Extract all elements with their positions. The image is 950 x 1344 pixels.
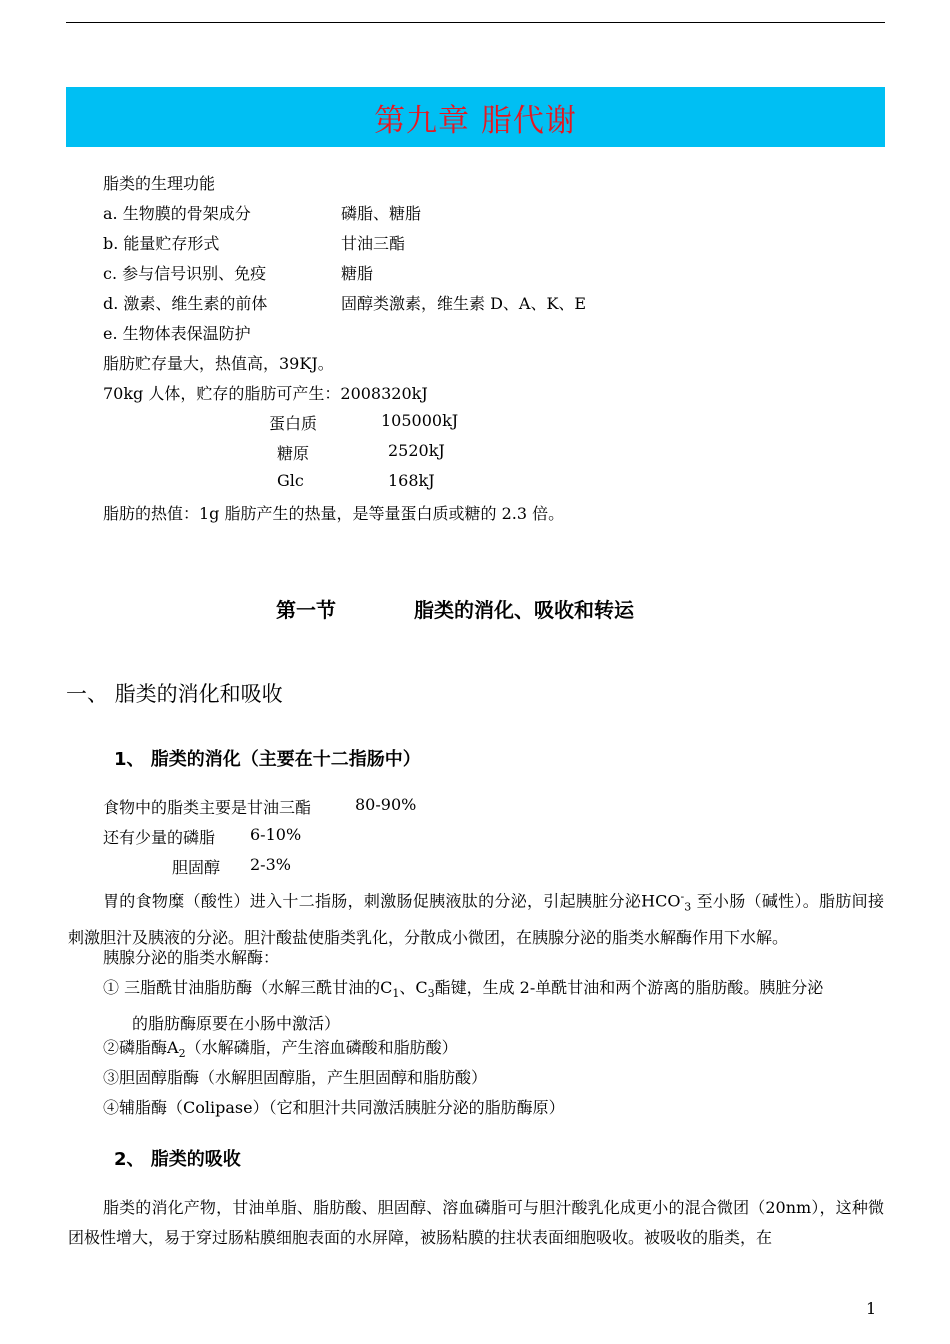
digest-row3-label: 胆固醇 (172, 858, 221, 877)
intro-heading: 脂类的生理功能 (103, 174, 216, 193)
superscript-minus: - (680, 890, 685, 903)
enzymes-heading: 胰腺分泌的脂类水解酶： (103, 948, 280, 967)
enzyme1-part-c: 酯键，生成 2-单酰甘油和两个游离的脂肪酸。胰脏分泌 (434, 978, 824, 997)
enzyme2-part-a: ②磷脂酶A (103, 1038, 179, 1057)
enzyme1-part-a: ① 三脂酰甘油脂肪酶（水解三酰甘油的C (103, 978, 393, 997)
section-label: 第一节 (276, 598, 336, 622)
function-value-c: 糖脂 (341, 264, 374, 283)
absorption-paragraph: 脂类的消化产物，甘油单脂、脂肪酸、胆固醇、溶血磷脂可与胆汁酸乳化成更小的混合微团（20nm），这种微团极性增大，易于穿过肠粘膜细胞表面的水屏障，被肠粘膜的拄状表面细胞吸收。被吸收的脂类，在 (68, 1198, 884, 1247)
energy-value-glc: 168kJ (388, 471, 435, 490)
digest-row2-value: 6-10% (250, 825, 302, 844)
subscript-2: 2 (178, 1047, 186, 1061)
function-label-d: d. 激素、维生素的前体 (103, 294, 268, 313)
page-number: 1 (866, 1299, 877, 1318)
enzyme-item-4: ④辅脂酶（Colipase）（它和胆汁共同激活胰脏分泌的脂肪酶原） (103, 1098, 565, 1117)
enzyme2-part-b: （水解磷脂，产生溶血磷酸和脂肪酸） (185, 1038, 458, 1057)
energy-value-glycogen: 2520kJ (388, 441, 445, 460)
energy-value-protein: 105000kJ (381, 411, 459, 430)
digest-row1-value: 80-90% (355, 795, 417, 814)
subscript-3b: 3 (427, 987, 435, 1001)
digest-row1-label: 食物中的脂类主要是甘油三酯 (103, 798, 312, 817)
function-label-e: e. 生物体表保温防护 (103, 324, 251, 343)
part1-title: 一、 脂类的消化和吸收 (66, 682, 283, 706)
digestion-paragraph-part1: 胃的食物糜（酸性）进入十二指肠，刺激肠促胰液肽的分泌，引起胰脏分泌HCO (103, 891, 681, 911)
enzyme1-part-b: 、C (399, 978, 428, 997)
section-title: 脂类的消化、吸收和转运 (414, 598, 634, 622)
function-value-a: 磷脂、糖脂 (341, 204, 422, 223)
chapter-banner (66, 87, 885, 147)
subscript-3: 3 (684, 900, 692, 914)
enzyme-item-2 (103, 1035, 458, 1060)
function-value-b: 甘油三酯 (341, 234, 406, 253)
energy-name-glycogen: 糖原 (277, 444, 310, 463)
digestion-paragraph-part2: 至小肠（碱性）。脂肪间接刺激胆汁及胰液的分泌。胆汁酸盐使脂类乳化，分散成小微团，在胰腺分泌的脂类水解酶作用下水解。 (68, 891, 884, 947)
chapter-title: 第九章 脂代谢 (374, 102, 577, 139)
function-label-c: c. 参与信号识别、免疫 (103, 264, 267, 283)
digest-row3-value: 2-3% (250, 855, 291, 874)
enzyme-item-3: ③胆固醇脂酶（水解胆固醇脂，产生胆固醇和脂肪酸） (103, 1068, 488, 1087)
sub2-title: 2、 脂类的吸收 (114, 1149, 241, 1170)
digest-row2-label: 还有少量的磷脂 (103, 828, 216, 847)
function-label-b: b. 能量贮存形式 (103, 234, 220, 253)
digestion-paragraph (68, 882, 884, 953)
storage-note: 脂肪贮存量大，热值高，39KJ。 (103, 354, 334, 373)
sub1-title: 1、 脂类的消化（主要在十二指肠中） (114, 749, 421, 770)
heat-value-note: 脂肪的热值：1g 脂肪产生的热量，是等量蛋白质或糖的 2.3 倍。 (103, 504, 565, 523)
subscript-1: 1 (392, 987, 400, 1001)
top-rule (66, 22, 885, 23)
energy-name-protein: 蛋白质 (269, 414, 318, 433)
person-line: 70kg 人体，贮存的脂肪可产生：2008320kJ (103, 384, 428, 403)
function-label-a: a. 生物膜的骨架成分 (103, 204, 251, 223)
enzyme-item-1 (103, 973, 913, 1039)
enzyme1-part-d: 的脂肪酶原要在小肠中激活） (132, 1014, 341, 1034)
energy-name-glc: Glc (277, 471, 304, 490)
function-value-d: 固醇类激素，维生素 D、A、K、E (341, 294, 587, 313)
